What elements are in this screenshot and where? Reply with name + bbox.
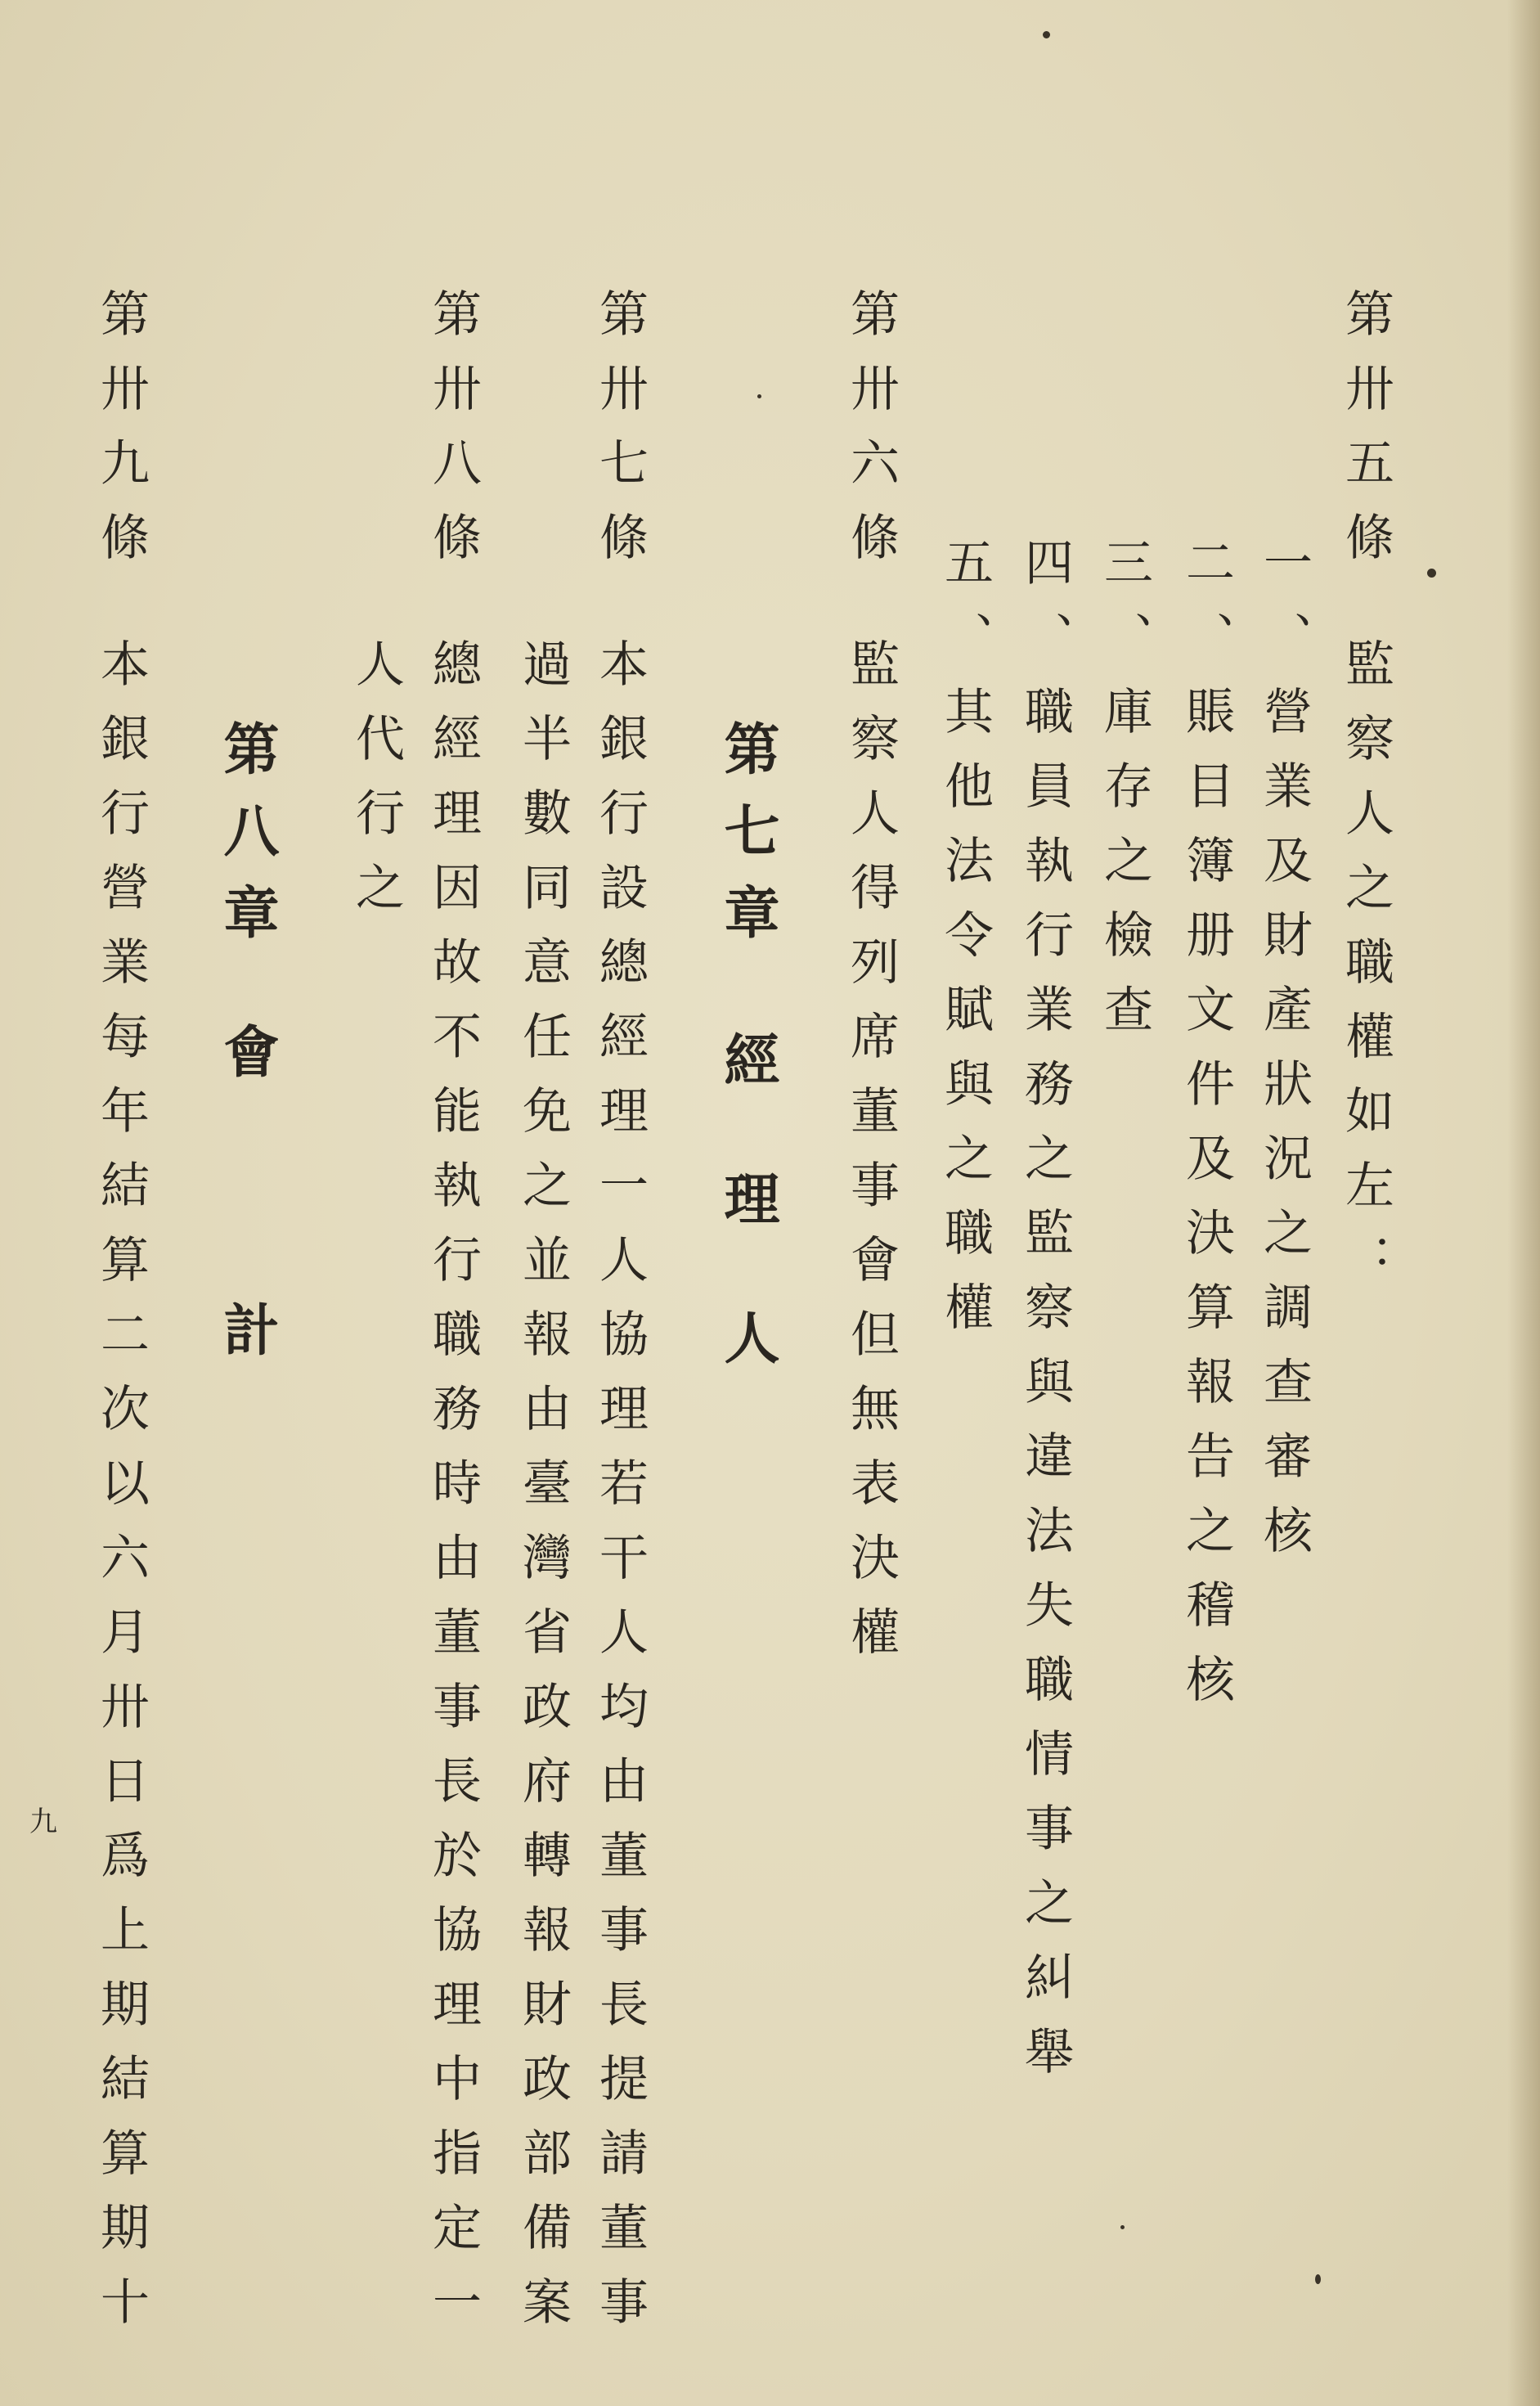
chapter-8-char-1: 第 [214,720,280,776]
chapter-8-char-5: 計 [214,1301,280,1356]
chapter-8-char-3: 章 [214,884,280,939]
article-35-text: 監察人之職權如左： [1337,638,1394,1308]
article-36-label: 第卅六條 [842,288,900,586]
article-35-item-5: 五、其他法令賦與之職權 [936,537,994,1356]
paper-speck [1427,569,1436,578]
article-35-item-2: 二、賬目簿册文件及決算報告之稽核 [1178,537,1235,1728]
paper-speck [1043,31,1050,38]
article-35-item-4: 四、職員執行業務之監察與違法失職情事之糾舉 [1017,537,1074,2100]
article-39-text: 本銀行營業每年結算二次以六月卅日爲上期結算期十 [92,638,150,2350]
article-35-label: 第卅五條 [1337,288,1394,586]
page-edge-shadow [1507,0,1540,2406]
chapter-7-char-3: 章 [715,884,780,939]
article-37-continuation: 過半數同意任免之並報由臺灣省政府轉報財政部備案 [514,638,572,2350]
chapter-7-char-1: 第 [715,720,780,776]
article-39-label: 第卅九條 [92,288,150,586]
article-37-text: 本銀行設總經理一人協理若干人均由董事長提請董事 [591,638,649,2350]
article-36-text: 監察人得列席董事會但無表決權 [842,638,900,1680]
article-35-item-1: 一、營業及財產狀況之調查審核 [1255,537,1313,1579]
article-38-text: 總經理因故不能執行職務時由董事長於協理中指定一 [424,638,482,2350]
article-38-label: 第卅八條 [424,288,482,586]
chapter-7-char-6: 人 [715,1309,780,1365]
paper-speck [1315,2274,1321,2284]
chapter-7-char-2: 七 [715,802,780,857]
paper-speck [1120,2225,1125,2229]
chapter-7-char-4: 經 [715,1031,780,1086]
article-35-item-3: 三、庫存之檢查 [1096,537,1153,1058]
article-37-label: 第卅七條 [591,288,649,586]
article-38-continuation: 人代行之 [348,638,405,936]
chapter-8-char-2: 八 [214,802,280,857]
chapter-8-char-4: 會 [214,1023,280,1078]
chapter-7-char-5: 理 [715,1170,780,1225]
page-number: 九 [29,1806,57,1838]
paper-speck [757,394,761,398]
